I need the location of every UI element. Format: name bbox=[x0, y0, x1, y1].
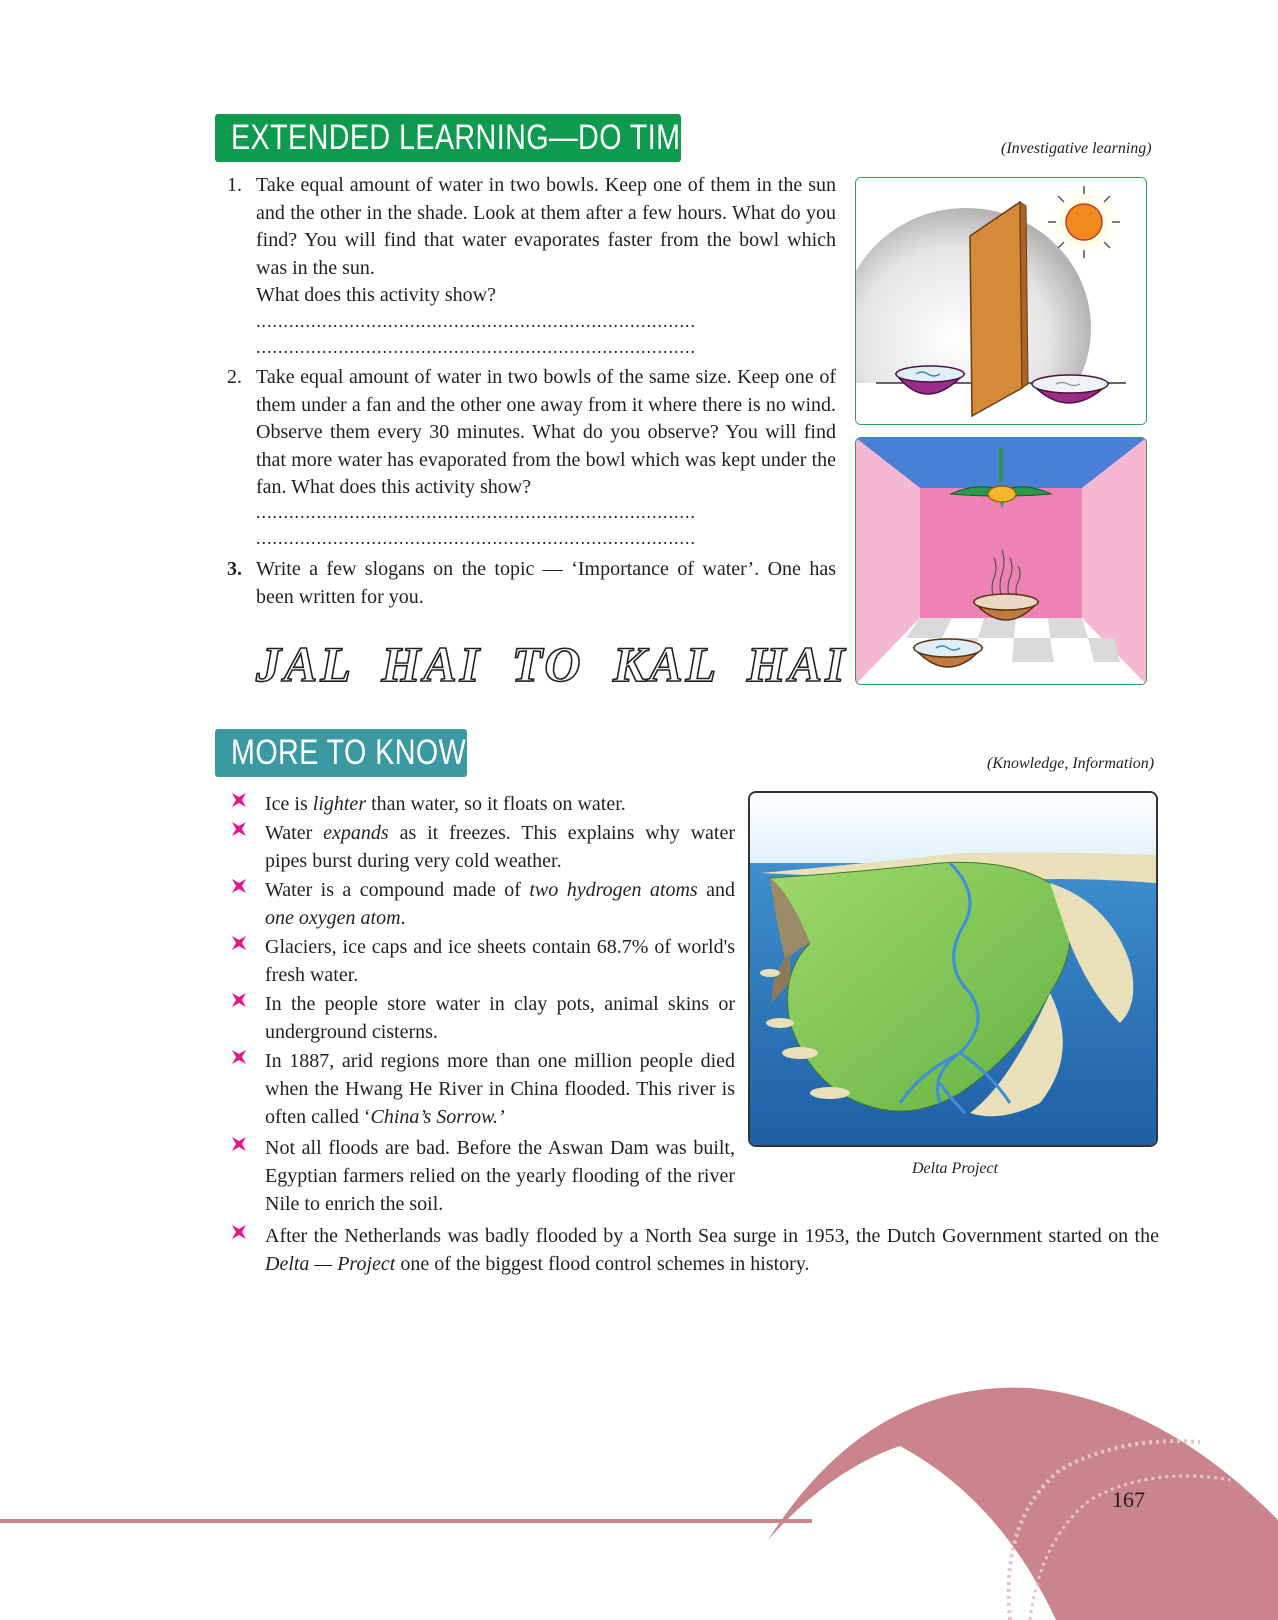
bullet-icon bbox=[232, 936, 246, 950]
bullet-6: In 1887, arid regions more than one million people died when the Hwang He River in China flooded. This river is often called ‘China’s Sorrow.’ bbox=[265, 1050, 735, 1128]
item-3-number: 3. bbox=[227, 558, 242, 580]
item-1-number: 1. bbox=[227, 174, 242, 196]
bullet-7: Not all floods are bad. Before the Aswan Dam was built, Egyptian farmers relied on the yearly flooding of the river Nile to enrich the soil. bbox=[265, 1137, 735, 1215]
item-1-blank-2: ................................................................................ bbox=[256, 337, 696, 357]
item-2-text: Take equal amount of water in two bowls of the same size. Keep one of them under a fan and the other one away from it where there is no wind. Observe them every 30 minutes. What do you observe? You will find that more water has evaporated from the bowl which was kept under the fan. What does this activity show? bbox=[256, 366, 836, 498]
item-2-blank-2: ................................................................................ bbox=[256, 528, 696, 548]
item-3-text: Write a few slogans on the topic — ‘Importance of water’. One has been written for you. bbox=[256, 558, 836, 608]
bullet-icon bbox=[232, 822, 246, 836]
delta-project-illustration bbox=[748, 791, 1158, 1147]
extended-learning-banner bbox=[215, 114, 700, 162]
item-1-text: Take equal amount of water in two bowls. Keep one of them in the sun and the other in the shade. Look at them after a few hours. What do you find? You will find that water evaporates faster from the bowl which was in the sun. bbox=[256, 174, 836, 279]
bullet-2: Water expands as it freezes. This explains why water pipes burst during very cold weather. bbox=[265, 822, 735, 872]
bullet-8: After the Netherlands was badly flooded by a North Sea surge in 1953, the Dutch Government started on the Delta — Project one of the biggest flood control schemes in history. bbox=[265, 1225, 1159, 1275]
investigative-learning-tag: (Investigative learning) bbox=[1001, 140, 1152, 157]
more-to-know-banner bbox=[215, 729, 467, 777]
item-2-blank-1: ................................................................................ bbox=[256, 502, 696, 522]
bullet-icon bbox=[232, 993, 246, 1007]
bullet-3: Water is a compound made of two hydrogen atoms and one oxygen atom. bbox=[265, 879, 735, 929]
page-number: 167 bbox=[1112, 1487, 1145, 1512]
bullet-1: Ice is lighter than water, so it floats on water. bbox=[265, 793, 626, 815]
bullet-icon bbox=[232, 1050, 246, 1064]
bullet-4: Glaciers, ice caps and ice sheets contain 68.7% of world's fresh water. bbox=[265, 936, 735, 986]
bullet-5: In the people store water in clay pots, animal skins or underground cisterns. bbox=[265, 993, 735, 1043]
extended-learning-title: EXTENDED LEARNING—DO TIME bbox=[231, 118, 700, 157]
slogan: JAL HAI TO KAL HAI bbox=[256, 636, 848, 692]
bullet-icon bbox=[232, 1137, 246, 1151]
more-to-know-title: MORE TO KNOW bbox=[231, 733, 467, 772]
item-1-question: What does this activity show? bbox=[256, 284, 496, 306]
knowledge-information-tag: (Knowledge, Information) bbox=[987, 755, 1155, 772]
bullet-icon bbox=[232, 879, 246, 893]
item-1-blank-1: ................................................................................ bbox=[256, 311, 696, 331]
bullet-icon bbox=[232, 793, 246, 807]
sun-shade-illustration bbox=[855, 177, 1147, 425]
bullet-icon bbox=[232, 1225, 246, 1239]
fan-room-illustration bbox=[855, 437, 1147, 685]
delta-project-caption: Delta Project bbox=[912, 1160, 999, 1177]
footer-decoration bbox=[0, 1380, 1278, 1620]
item-2-number: 2. bbox=[227, 366, 242, 388]
